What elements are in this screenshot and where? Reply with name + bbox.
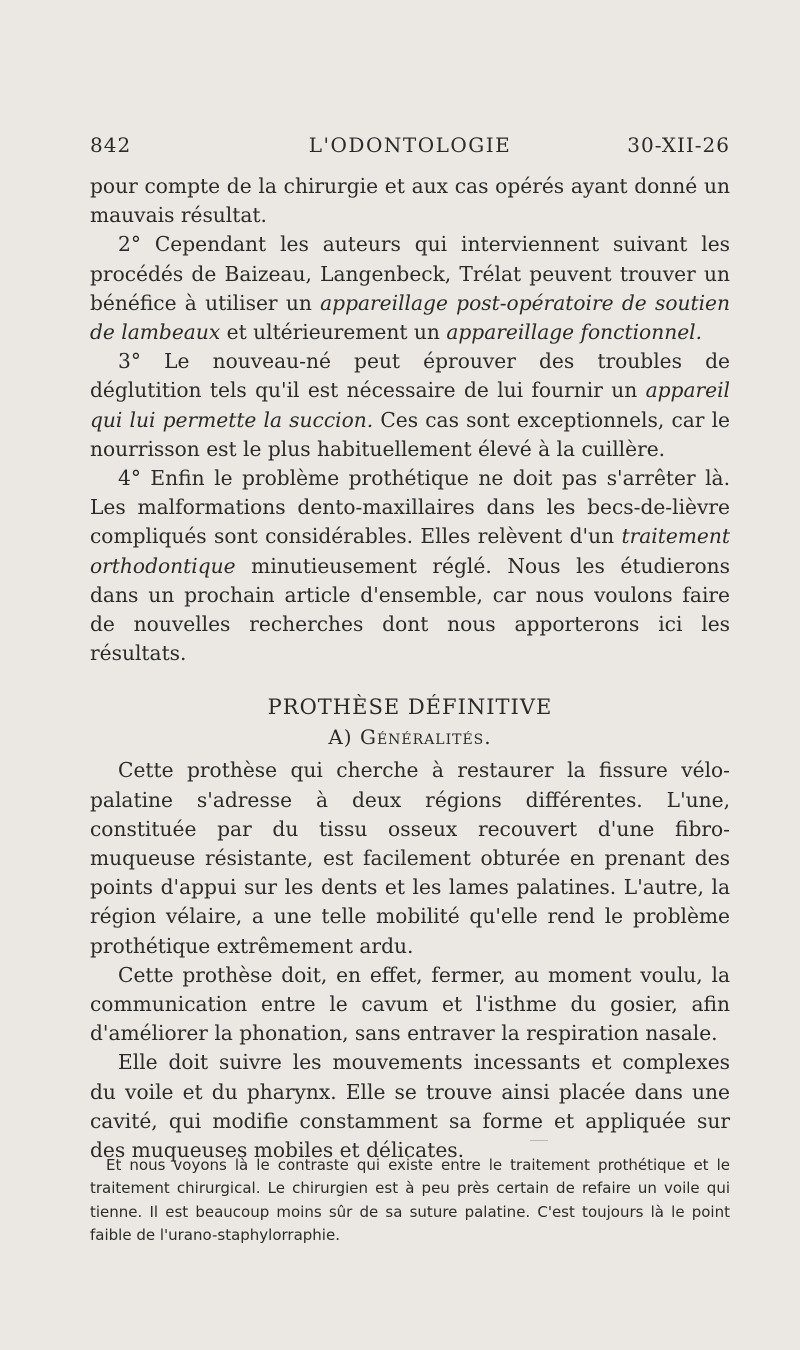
issue-date: 30-XII-26 — [627, 133, 730, 157]
note-text: Et nous voyons là le contraste qui existe entre le traitement prothétique et le traitement chirurgical. Le chirurgien est à peu près certain de refaire un voile qui tienne. Il est beaucoup moins sûr de sa suture palatine. C'est toujours là le point faible de l'urano-staphylorraphie. — [90, 1156, 730, 1244]
paragraph-2-text-a: 3° Le nouveau-né peut éprouver des troubles de déglutition tels qu'il est nécessaire de lui fournir un — [90, 349, 730, 403]
paragraph-3-text-a: 4° Enfin le problème prothétique ne doit pas s'arrêter là. Les malformations dento-maxillaires dans les becs-de-lièvre compliqués sont considérables. Elles relèvent d'un — [90, 466, 730, 549]
paragraph-6: Elle doit suivre les mouvements incessants et complexes du voile et du pharynx. Elle se trouve ainsi placée dans une cavité, qui modifie constamment sa forme et appliquée sur des muqueuses mobiles et délicates. — [90, 1050, 730, 1163]
body-text — [90, 172, 730, 1165]
paragraph-1-emphasis-2: appareillage fonctionnel. — [446, 320, 703, 345]
paragraph-5: Cette prothèse doit, en effet, fermer, au moment voulu, la communication entre le cavum et l'isthme du gosier, afin d'améliorer la phonation, sans entraver la respiration nasale. — [90, 962, 730, 1046]
paragraph-3-emphasis: traitement orthodontique — [90, 524, 730, 578]
running-header — [90, 133, 730, 163]
paragraph-2 — [90, 347, 730, 464]
paragraph-0-text: pour compte de la chirurgie et aux cas opérés ayant donné un mauvais résultat. — [90, 174, 730, 228]
section-title: PROTHÈSE DÉFINITIVE — [267, 695, 553, 720]
footnote-rule — [530, 1140, 548, 1141]
paragraph-2-text-b: Ces cas sont exceptionnels, car le nourrisson est le plus habituellement élevé à la cuillère. — [90, 407, 730, 461]
journal-title: L'ODONTOLOGIE — [308, 133, 512, 157]
paragraph-2-emphasis: appareil qui lui permette la succion. — [90, 378, 730, 432]
paragraph-1-emphasis-1: appareillage post-opératoire de soutien de lambeaux — [90, 290, 731, 345]
paragraph-4: Cette prothèse qui cherche à restaurer la fissure vélo-palatine s'adresse à deux régions différentes. L'une, constituée par du tissu osseux recouvert d'une fibro-muqueuse résistante, est facilement obturée en prenant des points d'appui sur les dents et les lames palatines. L'autre, la région vélaire, a une telle mobilité qu'elle rend le problème prothétique extrêmement ardu. — [90, 758, 730, 958]
paragraph-3-text-b: minutieusement réglé. Nous les étudierons dans un prochain article d'ensemble, car nous voulons faire de nouvelles recherches dont nous apporterons ici les résultats. — [90, 553, 730, 666]
note-block — [90, 1154, 730, 1247]
paragraph-1-text-b: et ultérieurement un — [220, 320, 447, 345]
page-number: 842 — [90, 133, 132, 157]
paragraph-1 — [90, 230, 730, 347]
paragraph-3 — [90, 464, 730, 668]
paragraph-1-text-a: 2° Cependant les auteurs qui interviennent suivant les procédés de Baizeau, Langenbeck, Trélat peuvent trouver un bénéfice à utiliser un — [90, 232, 730, 315]
subsection-title: A) Généralités. — [328, 725, 492, 750]
paragraph-0 — [90, 172, 730, 230]
